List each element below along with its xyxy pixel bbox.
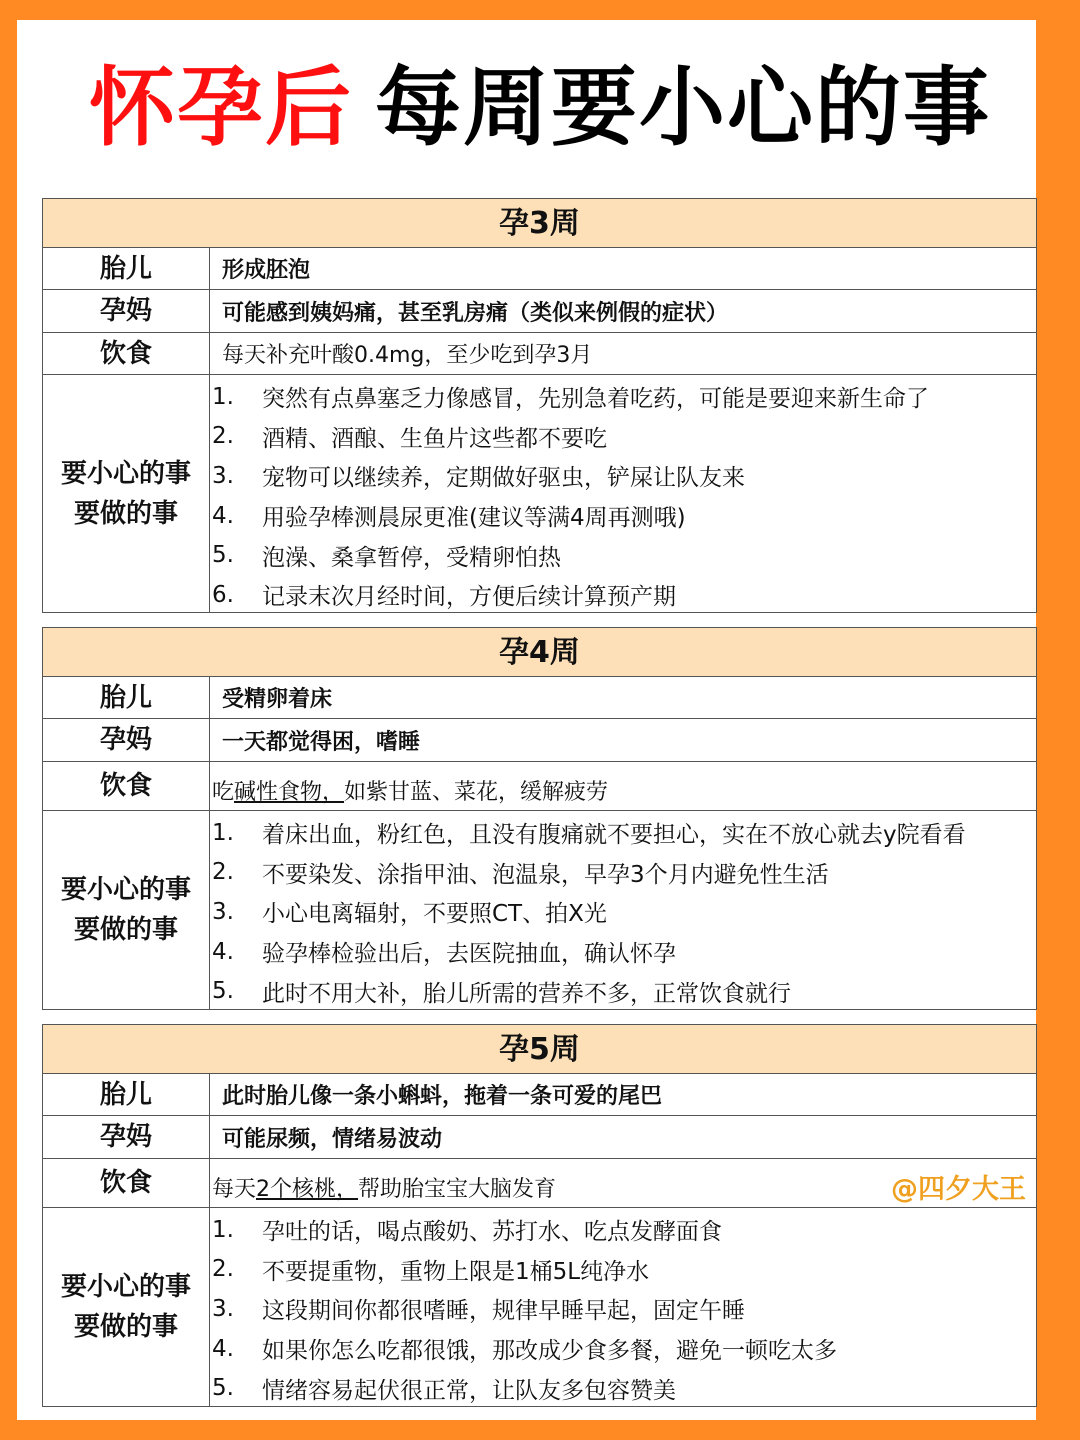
diet-value: 每天补充叶酸0.4mg，至少吃到孕3月 [222,343,593,368]
cautions-list [210,1208,1036,1406]
list-item: 5. 情绪容易起伏很正常，让队友多包容赞美 [212,1375,676,1404]
list-item: 1. 孕吐的话，喝点酸奶、苏打水、吃点发酵面食 [212,1216,722,1246]
mother-row [43,290,1036,333]
list-item: 5. 此时不用大补，胎儿所需的营养不多，正常饮食就行 [212,978,791,1007]
list-item: 1. 着床出血，粉红色，且没有腹痛就不要担心，实在不放心就去y院看看 [212,819,966,849]
cautions-label: 要小心的事 要做的事 [43,1208,210,1406]
title-main: 每周要小心的事 [375,58,991,158]
diet-label: 饮食 [43,762,210,810]
cautions-list [210,375,1036,612]
list-item: 4. 如果你怎么吃都很饿，那改成少食多餐，避免一顿吃太多 [212,1335,837,1365]
diet-row [43,333,1036,375]
list-item: 3. 小心电离辐射，不要照CT、拍X光 [212,898,607,928]
diet-row [43,762,1036,811]
fetus-row [43,248,1036,290]
title-highlight: 怀孕后 [89,58,353,158]
fetus-value: 形成胚泡 [222,258,311,283]
cautions-label: 要小心的事 要做的事 [43,811,210,1009]
mother-label: 孕妈 [43,719,210,761]
mother-value: 一天都觉得困，嗜睡 [222,729,421,755]
mother-value: 可能尿频，情绪易波动 [222,1126,443,1152]
list-item: 2. 酒精、酒酿、生鱼片这些都不要吃 [212,423,607,452]
list-item: 2. 不要染发、涂指甲油、泡温泉，早孕3个月内避免性生活 [212,859,829,888]
diet-label: 饮食 [43,1159,210,1207]
cautions-label: 要小心的事 要做的事 [43,375,210,612]
fetus-label: 胎儿 [43,248,210,289]
mother-label: 孕妈 [43,290,210,332]
diet-value: 每天 2个核桃， 帮助胎宝宝大脑发育 [212,1176,557,1202]
page-title [0,58,1080,158]
week-3-table [42,198,1037,613]
week-4-table [42,627,1037,1010]
list-item: 6. 记录末次月经时间，方便后续计算预产期 [212,581,676,611]
diet-value: 吃 碱性食物， 如紫甘蓝、菜花，缓解疲劳 [212,779,609,805]
cautions-row [43,1208,1036,1406]
fetus-row [43,677,1036,719]
mother-row [43,719,1036,762]
week-header: 孕4周 [43,628,1036,677]
week-header: 孕3周 [43,199,1036,248]
cautions-row [43,375,1036,612]
diet-label: 饮食 [43,333,210,374]
cautions-list [210,811,1036,1009]
list-item: 2. 不要提重物，重物上限是1桶5L纯净水 [212,1256,650,1285]
diet-row [43,1159,1036,1208]
list-item: 5. 泡澡、桑拿暂停，受精卵怕热 [212,542,561,571]
fetus-label: 胎儿 [43,1074,210,1115]
author-watermark: @四夕大王 [891,1174,1026,1205]
fetus-value: 受精卵着床 [222,687,333,712]
week-header: 孕5周 [43,1025,1036,1074]
mother-label: 孕妈 [43,1116,210,1158]
list-item: 4. 用验孕棒测晨尿更准(建议等满4周再测哦) [212,502,686,532]
cautions-row [43,811,1036,1009]
week-5-table [42,1024,1037,1407]
list-item: 3. 宠物可以继续养，定期做好驱虫，铲屎让队友来 [212,462,745,492]
fetus-value: 此时胎儿像一条小蝌蚪，拖着一条可爱的尾巴 [222,1084,663,1109]
mother-value: 可能感到姨妈痛，甚至乳房痛（类似来例假的症状） [222,300,729,326]
list-item: 3. 这段期间你都很嗜睡，规律早睡早起，固定午睡 [212,1295,745,1325]
fetus-row [43,1074,1036,1116]
list-item: 4. 验孕棒检验出后，去医院抽血，确认怀孕 [212,938,676,968]
fetus-label: 胎儿 [43,677,210,718]
list-item: 1. 突然有点鼻塞乏力像感冒，先别急着吃药，可能是要迎来新生命了 [212,383,929,413]
mother-row [43,1116,1036,1159]
